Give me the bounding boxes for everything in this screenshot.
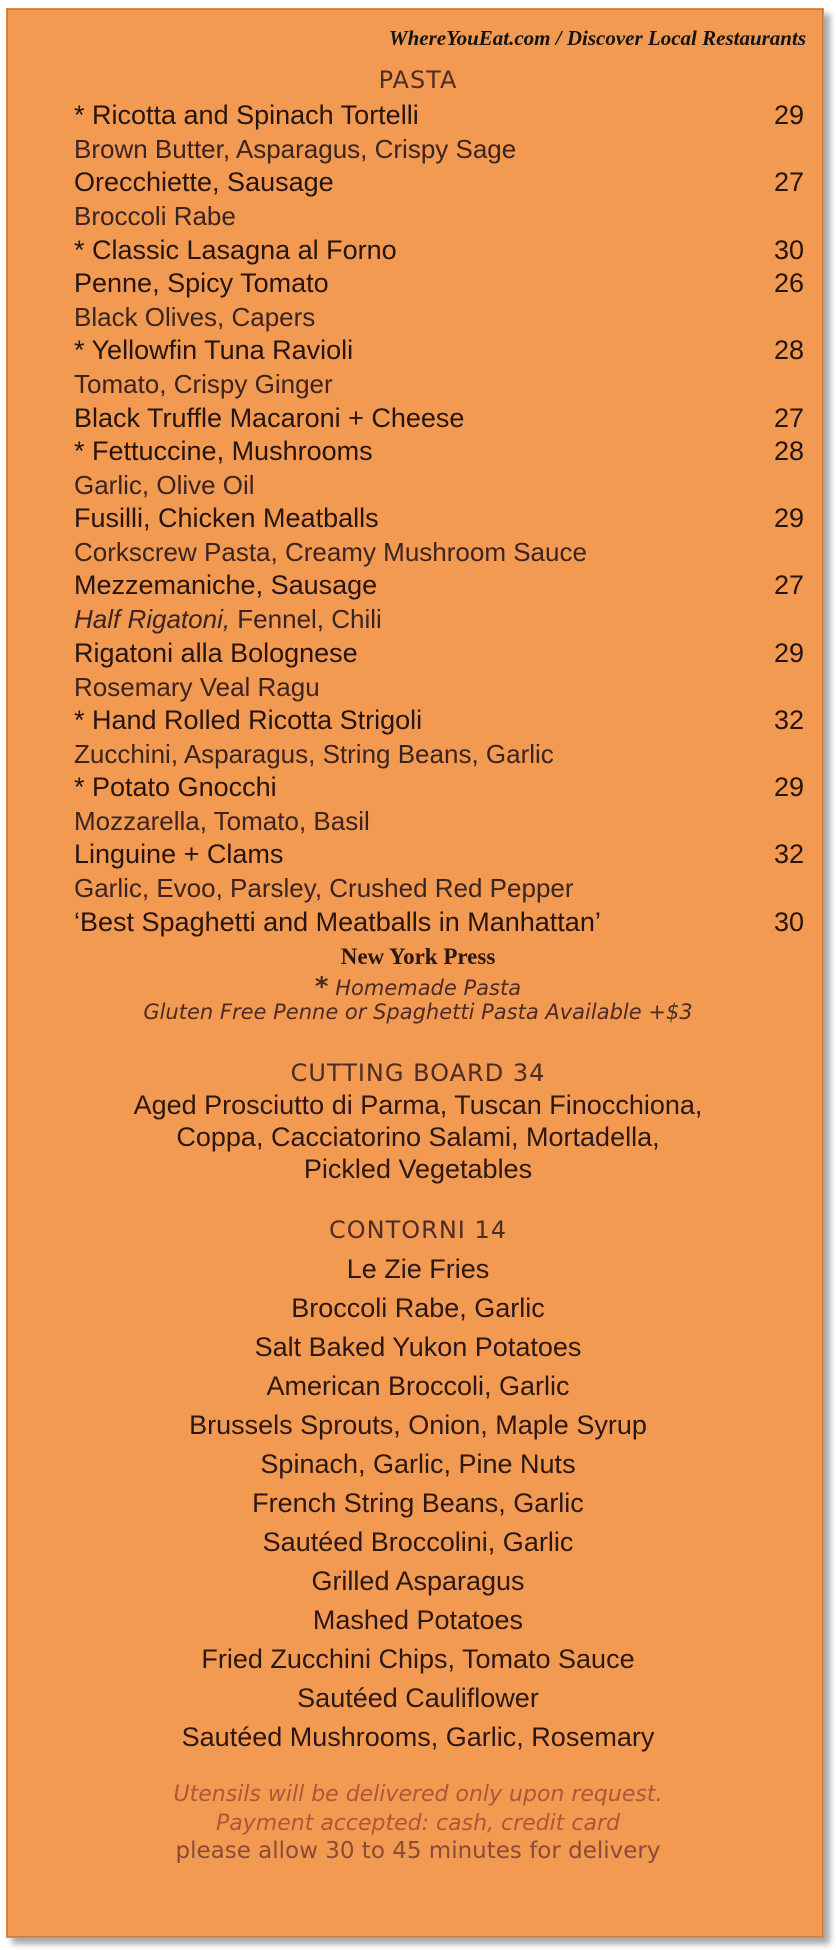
side-dish: French String Beans, Garlic (252, 1488, 584, 1518)
contorni-heading: CONTORNI 14 (328, 1216, 508, 1244)
side-dish: Spinach, Garlic, Pine Nuts (260, 1449, 576, 1479)
menu-item (74, 100, 804, 134)
item-price: 29 (773, 638, 804, 668)
item-price: 29 (773, 503, 804, 533)
menu-item (74, 436, 804, 470)
cutting-board-line: Pickled Vegetables (303, 1154, 533, 1184)
menu-item (74, 503, 804, 537)
item-price: 30 (773, 907, 804, 937)
side-dish: Sautéed Broccolini, Garlic (262, 1527, 574, 1557)
item-description: Rosemary Veal Ragu (74, 672, 320, 702)
star-marker: * (314, 972, 329, 1002)
menu-item (74, 772, 804, 806)
item-description (74, 604, 382, 635)
side-dish: Brussels Sprouts, Onion, Maple Syrup (189, 1410, 647, 1440)
item-description: Mozzarella, Tomato, Basil (74, 806, 370, 836)
menu-item (74, 403, 804, 437)
item-description-italic: Half Rigatoni, (74, 604, 231, 634)
menu-item (74, 839, 804, 873)
payment-note: Payment accepted: cash, credit card (216, 1811, 620, 1836)
item-description: Brown Butter, Asparagus, Crispy Sage (74, 134, 517, 164)
cutting-board-line: Coppa, Cacciatorino Salami, Mortadella, (176, 1122, 660, 1152)
side-dish: Mashed Potatoes (312, 1605, 524, 1635)
item-description: Zucchini, Asparagus, String Beans, Garlic (74, 739, 554, 769)
menu-item (74, 235, 804, 269)
side-dish: Broccoli Rabe, Garlic (291, 1293, 545, 1323)
item-price: 28 (773, 335, 804, 365)
item-name: Orecchiette, Sausage (74, 167, 334, 197)
item-price: 29 (773, 772, 804, 802)
item-name: Black Truffle Macaroni + Cheese (74, 403, 465, 433)
item-name: * Fettuccine, Mushrooms (74, 436, 373, 466)
side-dish: Le Zie Fries (346, 1254, 490, 1284)
menu-item (74, 638, 804, 672)
item-price: 29 (773, 100, 804, 130)
item-name: Rigatoni alla Bolognese (74, 638, 358, 668)
menu-item (74, 167, 804, 201)
item-description-rest: Fennel, Chili (230, 604, 382, 634)
item-name: * Yellowfin Tuna Ravioli (74, 335, 354, 365)
cutting-board-line: Aged Prosciutto di Parma, Tuscan Finocchiona, (133, 1090, 703, 1120)
item-name: ‘Best Spaghetti and Meatballs in Manhattan’ (74, 907, 601, 937)
utensils-note: Utensils will be delivered only upon request. (173, 1782, 663, 1807)
homemade-note (0, 972, 836, 1002)
item-name: * Classic Lasagna al Forno (74, 235, 397, 265)
item-price: 32 (773, 839, 804, 869)
item-description: Garlic, Olive Oil (74, 470, 255, 500)
item-price: 27 (773, 570, 804, 600)
cutting-board-heading: CUTTING BOARD 34 (290, 1059, 546, 1087)
item-price: 30 (773, 235, 804, 265)
item-price: 28 (773, 436, 804, 466)
item-description: Black Olives, Capers (74, 302, 316, 332)
item-price: 27 (773, 403, 804, 433)
item-price: 27 (773, 167, 804, 197)
menu-item (74, 570, 804, 604)
delivery-note: please allow 30 to 45 minutes for delivery (175, 1838, 661, 1864)
item-description: Tomato, Crispy Ginger (74, 369, 333, 399)
item-name: * Potato Gnocchi (74, 772, 277, 802)
menu-item (74, 335, 804, 369)
menu-item (74, 705, 804, 739)
site-banner: WhereYouEat.com / Discover Local Restaurants (388, 26, 806, 50)
menu-item (74, 268, 804, 302)
item-name: Mezzemaniche, Sausage (74, 570, 378, 600)
side-dish: Sautéed Cauliflower (297, 1683, 539, 1713)
side-dish: Grilled Asparagus (311, 1566, 525, 1596)
item-price: 32 (773, 705, 804, 735)
item-name: Fusilli, Chicken Meatballs (74, 503, 379, 533)
item-name: Linguine + Clams (74, 839, 284, 869)
side-dish: Fried Zucchini Chips, Tomato Sauce (201, 1644, 635, 1674)
side-dish: Salt Baked Yukon Potatoes (254, 1332, 582, 1362)
item-name: Penne, Spicy Tomato (74, 268, 329, 298)
side-dish: Sautéed Mushrooms, Garlic, Rosemary (181, 1722, 655, 1752)
item-name: * Hand Rolled Ricotta Strigoli (74, 705, 423, 735)
pasta-heading: PASTA (378, 66, 458, 94)
item-description: Corkscrew Pasta, Creamy Mushroom Sauce (74, 537, 587, 567)
homemade-note-text: Homemade Pasta (335, 976, 522, 1000)
item-name: * Ricotta and Spinach Tortelli (74, 100, 419, 130)
menu-item (74, 907, 804, 941)
side-dish: American Broccoli, Garlic (266, 1371, 570, 1401)
item-description: Broccoli Rabe (74, 201, 236, 231)
press-credit: New York Press (340, 944, 496, 969)
gluten-free-note: Gluten Free Penne or Spaghetti Pasta Available +$3 (143, 1000, 693, 1024)
item-description: Garlic, Evoo, Parsley, Crushed Red Pepper (74, 873, 574, 903)
item-price: 26 (773, 268, 804, 298)
